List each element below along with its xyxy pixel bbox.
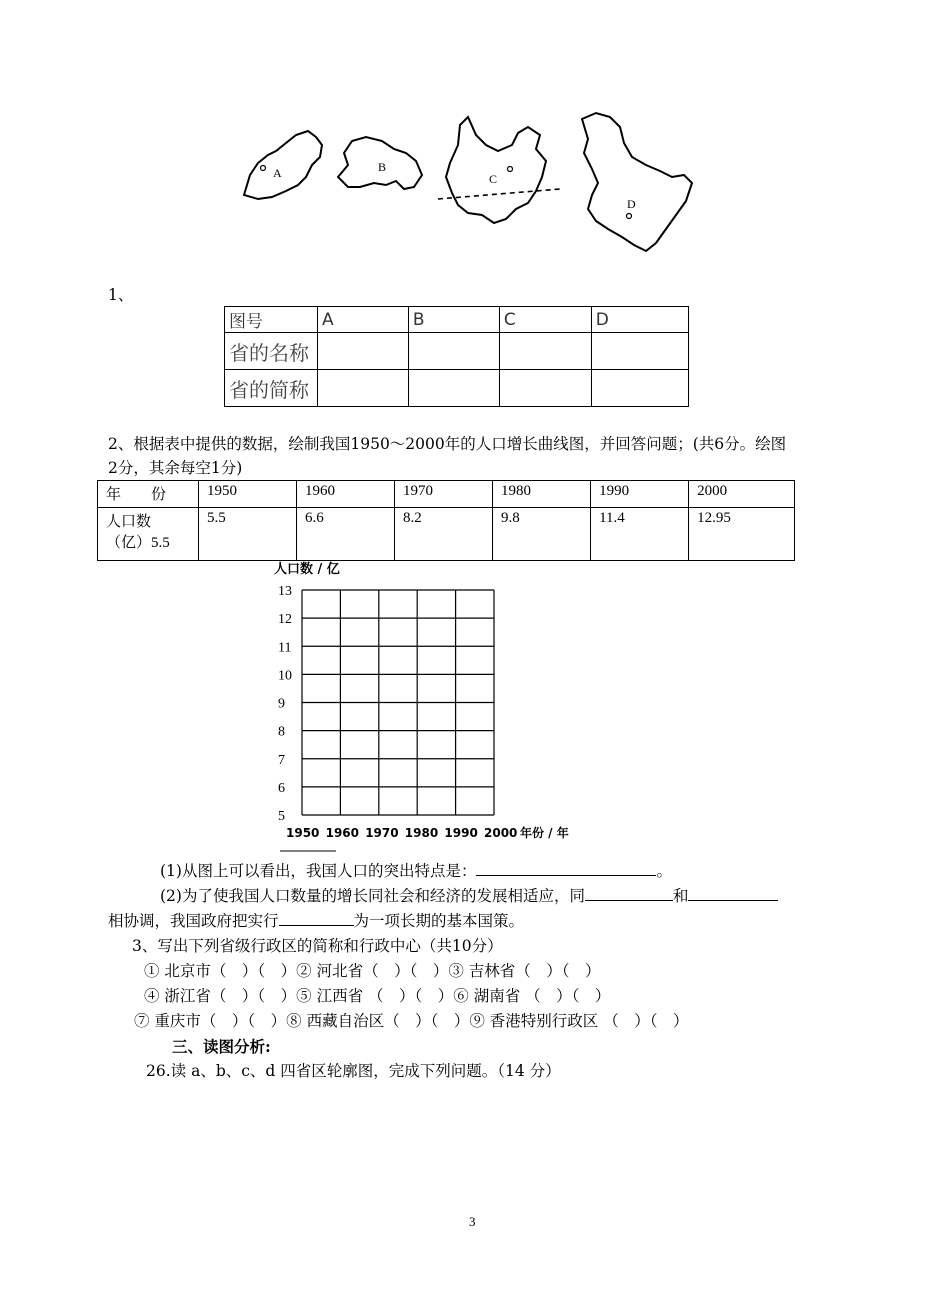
population-cell: 9.8	[493, 508, 591, 561]
x-tick-label: 1960	[325, 826, 360, 840]
answer-cell[interactable]	[408, 370, 499, 407]
q2-sub1-suffix: 。	[656, 862, 672, 880]
q3-title: 3、写出下列省级行政区的简称和行政中心（共10分）	[132, 937, 503, 955]
q1-number: 1、	[108, 286, 134, 304]
tropic-dashed-line	[438, 189, 560, 199]
map-label-c: C	[489, 172, 498, 186]
row-label-province-abbr: 省的简称	[225, 370, 318, 407]
x-tick-label: 1970	[365, 826, 399, 840]
page-number: 3	[469, 1214, 476, 1229]
answer-cell[interactable]	[499, 333, 591, 370]
q2-sub2-prefix: (2)为了使我国人口数量的增长同社会和经济的发展相适应，同	[160, 887, 585, 905]
year-cell: 1970	[395, 481, 493, 508]
header-cell-a: A	[318, 307, 409, 333]
city-dot-d	[627, 214, 632, 219]
y-tick-label: 12	[278, 612, 292, 628]
q2-line1: 2、根据表中提供的数据，绘制我国1950～2000年的人口增长曲线图，并回答问题；(共6分。绘图	[108, 435, 787, 453]
population-label-line1: 人口数	[106, 514, 152, 530]
population-cell: 6.6	[297, 508, 395, 561]
population-label-line2: （亿）5.5	[106, 535, 170, 551]
q2-sub1	[160, 861, 672, 881]
map-label-a: A	[273, 166, 282, 180]
population-table	[97, 480, 795, 561]
y-tick-label: 9	[278, 696, 285, 712]
y-tick-label: 8	[278, 724, 285, 740]
y-tick-label: 10	[278, 668, 292, 684]
population-row-label	[98, 508, 199, 561]
row-label-province-name: 省的名称	[225, 333, 318, 370]
x-tick-label: 1990	[444, 826, 478, 840]
answer-blank-1[interactable]	[585, 900, 673, 901]
header-cell-d: D	[591, 307, 688, 333]
q3-row2: ④ 浙江省（ ）（ ）⑤ 江西省 （ ）（ ）⑥ 湖南省 （ ）（ ）	[144, 987, 611, 1005]
q2-sub2-line2	[108, 911, 524, 931]
answer-cell[interactable]	[591, 333, 688, 370]
header-cell-b: B	[408, 307, 499, 333]
q2-sub2-and: 和	[672, 887, 689, 905]
province-outline-d	[582, 113, 692, 251]
population-cell: 11.4	[591, 508, 689, 561]
header-cell-figure: 图号	[225, 307, 318, 333]
year-cell: 1950	[199, 481, 297, 508]
q2-sub2-line1	[160, 886, 778, 906]
province-table	[224, 306, 689, 407]
answer-cell[interactable]	[408, 333, 499, 370]
q3-row1: ① 北京市（ ）（ ）② 河北省（ ）（ ）③ 吉林省（ ）（ ）	[144, 962, 601, 980]
y-axis-label: 人口数 / 亿	[274, 562, 340, 577]
x-tick-label: 1980	[404, 826, 439, 840]
x-tick-label: 2000	[484, 826, 518, 840]
population-chart	[262, 555, 602, 855]
q2-sub2-line2-a: 相协调，我国政府把实行	[108, 912, 279, 930]
header-cell-c: C	[499, 307, 591, 333]
city-dot-a	[261, 166, 266, 171]
answer-cell[interactable]	[499, 370, 591, 407]
answer-cell[interactable]	[318, 333, 409, 370]
section-3-heading: 三、读图分析:	[172, 1037, 271, 1056]
y-tick-label: 6	[278, 780, 285, 796]
city-dot-c	[508, 167, 513, 172]
province-outline-c	[446, 117, 546, 223]
population-cell: 8.2	[395, 508, 493, 561]
province-outline-maps	[236, 105, 708, 260]
q2-line2: 2分，其余每空1分)	[108, 459, 243, 477]
q3-row3: ⑦ 重庆市（ ）（ ）⑧ 西藏自治区（ ）（ ）⑨ 香港特别行政区 （ ）（ ）	[134, 1012, 689, 1030]
x-axis-label: 年份 / 年	[520, 826, 569, 840]
x-tick-label: 1950	[286, 826, 320, 840]
answer-blank-2[interactable]	[688, 900, 778, 901]
year-row-label: 年 份	[98, 481, 199, 508]
year-cell: 1960	[297, 481, 395, 508]
map-label-b: B	[378, 160, 387, 174]
year-cell: 2000	[689, 481, 795, 508]
q26-prompt: 26.读 a、b、c、d 四省区轮廓图，完成下列问题。（14 分）	[146, 1062, 561, 1080]
year-cell: 1980	[493, 481, 591, 508]
q2-sub1-prefix: (1)从图上可以看出，我国人口的突出特点是：	[160, 862, 477, 880]
population-cell: 12.95	[689, 508, 795, 561]
answer-blank-feature[interactable]	[476, 875, 656, 876]
population-cell: 5.5	[199, 508, 297, 561]
answer-cell[interactable]	[591, 370, 688, 407]
y-tick-label: 7	[278, 752, 285, 768]
map-label-d: D	[627, 197, 636, 211]
answer-blank-policy[interactable]	[279, 925, 354, 926]
answer-cell[interactable]	[318, 370, 409, 407]
year-cell: 1990	[591, 481, 689, 508]
province-outline-a	[244, 131, 322, 199]
q2-sub2-line2-b: 为一项长期的基本国策。	[353, 912, 525, 930]
y-tick-label: 5	[278, 809, 285, 824]
y-tick-label: 11	[278, 640, 292, 656]
y-tick-label: 13	[278, 584, 292, 599]
